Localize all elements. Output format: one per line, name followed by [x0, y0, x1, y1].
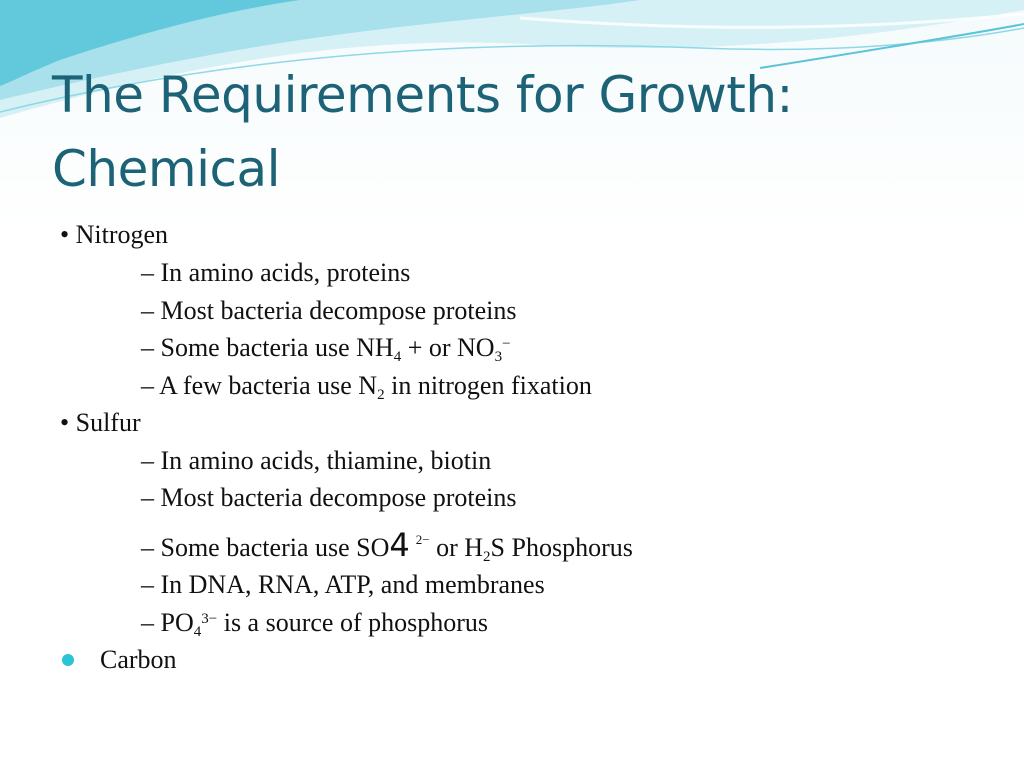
superscript: − — [502, 336, 511, 352]
subscript: 4 — [393, 349, 402, 365]
small-bullet-icon: • — [60, 408, 70, 437]
sulfur-item-4: – In DNA, RNA, ATP, and membranes — [141, 570, 545, 599]
carbon-heading: Carbon — [100, 645, 177, 674]
sulfur-item-5-text: – PO — [141, 608, 194, 637]
sulfur-item-5-post: is a source of phosphorus — [217, 608, 489, 637]
sulfur-item-3 — [141, 526, 633, 565]
small-bullet-icon: • — [60, 220, 70, 249]
sulfur-item-3-mid: or H — [429, 533, 484, 562]
subscript: 3 — [494, 349, 503, 365]
sulfur-item-3-post: S Phosphorus — [490, 533, 633, 562]
nitrogen-item-4 — [141, 371, 592, 401]
subscript: 2 — [483, 549, 491, 565]
nitrogen-heading: Nitrogen — [75, 220, 169, 249]
teal-bullet-icon — [62, 654, 74, 666]
nitrogen-item-4-post: in nitrogen fixation — [384, 371, 592, 400]
sulfur-item-2: – Most bacteria decompose proteins — [141, 483, 517, 512]
nitrogen-item-3 — [141, 333, 511, 363]
subscript: 4 — [193, 624, 202, 640]
superscript: 2− — [415, 532, 430, 547]
bullet-nitrogen — [60, 220, 168, 250]
sulfur-item-3-big4: 4 — [389, 526, 410, 564]
nitrogen-item-4-text: – A few bacteria use N — [141, 371, 378, 400]
nitrogen-item-2: – Most bacteria decompose proteins — [141, 296, 517, 325]
nitrogen-item-1: – In amino acids, proteins — [141, 258, 411, 287]
nitrogen-item-3-mid: + or NO — [401, 333, 495, 362]
title-line-2: Chemical — [52, 140, 280, 198]
subscript: 2 — [377, 387, 385, 403]
sulfur-heading: Sulfur — [75, 408, 141, 437]
sulfur-item-1: – In amino acids, thiamine, biotin — [141, 446, 492, 475]
nitrogen-item-3-text: – Some bacteria use NH — [141, 333, 394, 362]
superscript: 3− — [201, 611, 218, 627]
sulfur-item-3-text: – Some bacteria use SO — [141, 533, 390, 562]
bullet-sulfur — [60, 408, 141, 438]
title-line-1: The Requirements for Growth: — [52, 66, 793, 124]
sulfur-item-5 — [141, 608, 488, 638]
